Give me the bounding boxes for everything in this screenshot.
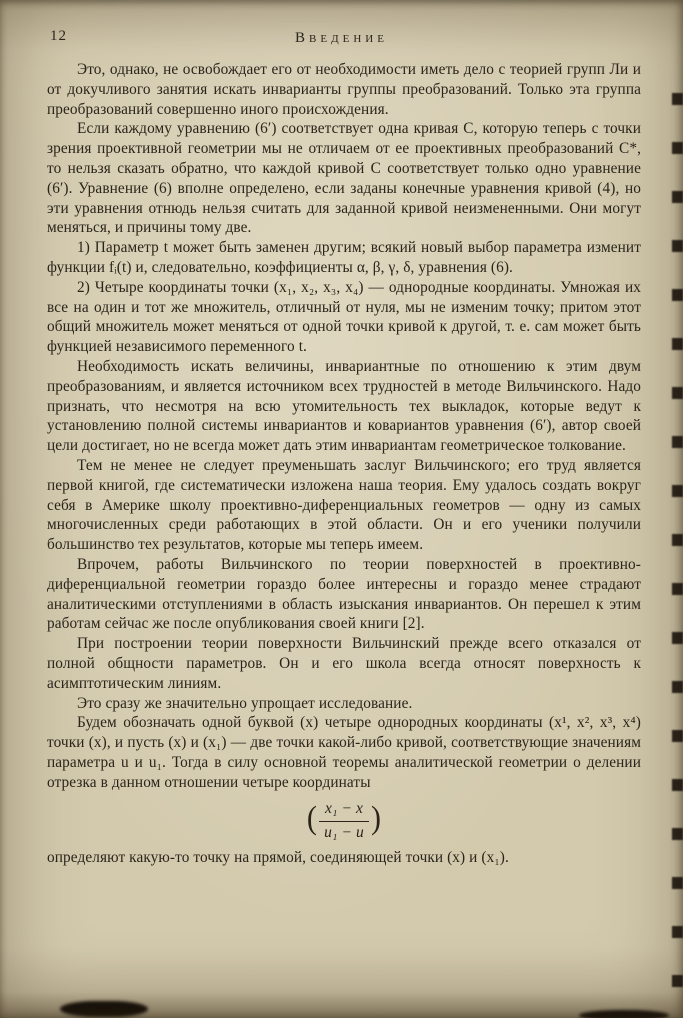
formula-numerator: x₁ − x [319, 799, 369, 821]
formula [47, 799, 641, 842]
formula-fraction [319, 799, 369, 842]
paragraph-10: Будем обозначать одной буквой (x) четыре однородных координаты (x¹, x², x³, x⁴) точки (x), и пусть (x) и (x₁) — две точки какой-либо кривой, соответствующие значениям параметра u и u₁. Тогда в силу основной теоремы аналитической геометрии о делении отрезка в данном отношении четыре координаты [47, 714, 641, 791]
page-body-text [0, 56, 683, 868]
ink-smudge-bottom-right [579, 1010, 669, 1018]
paragraph-3: 1) Параметр t может быть заменен другим; всякий новый выбор параметра изменит функции fᵢ(t) и, следовательно, коэффициенты α, β, γ, δ, уравнения (6). [47, 239, 641, 276]
paragraph-1: Это, однако, не освобождает его от необходимости иметь дело с теорией групп Ли и от докучливого занятия искать инварианты группы преобразований. Только эта группа преобразований совершенно иного происхождения. [47, 61, 641, 118]
running-title: Введение [295, 30, 388, 46]
page-edge-scan-marks [672, 58, 683, 1010]
paragraph-7: Впрочем, работы Вильчинского по теории поверхностей в проективно-диференциальной геометрии гораздо более интересны и гораздо менее страдают аналитическими отступлениями в область изыскания инвариантов. Он перешел к этим работам сейчас же после опубликования своей книги [2]. [47, 555, 641, 633]
page-header [0, 0, 683, 56]
paragraph-5: Необходимость искать величины, инвариантные по отношению к этим двум преобразованиям, и является источником всех трудностей в методе Вильчинского. Надо признать, что несмотря на всю утомительность тех выкладок, которые ведут к установлению полной системы инвариантов и ковариантов уравнения (6′), автор своей цели достигает, но не всегда может дать этим инвариантам геометрическое толкование. [47, 357, 641, 455]
formula-left-paren: ( [306, 800, 318, 837]
paragraph-6: Тем не менее не следует преуменьшать заслуг Вильчинского; его труд является первой книгой, где систематически изложена наша теория. Ему удалось создать вокруг себя в Америке школу проективно-диференциальных геометров — одну из самых многочисленных среди работающих в этой области. Он и его ученики получили большинство тех результатов, которые мы теперь имеем. [47, 456, 641, 554]
ink-smudge-bottom-left [60, 1001, 148, 1017]
formula-right-paren: ) [370, 800, 382, 837]
paragraph-11: определяют какую-то точку на прямой, соединяющей точки (x) и (x₁). [47, 848, 509, 866]
page-number: 12 [50, 28, 67, 44]
paragraph-2: Если каждому уравнению (6′) соответствует одна кривая C, которую теперь с точки зрения проективной геометрии мы не отличаем от ее проективных преобразований C*, то нельзя сказать обратно, что каждой кривой C соответствует только одно уравнение (6′). Уравнение (6) вполне определено, если заданы конечные уравнения кривой (4), но эти уравнения отнюдь нельзя считать для заданной кривой неизмененными. Они могут меняться, и причины тому две. [47, 120, 641, 237]
formula-denominator: u₁ − u [324, 823, 364, 841]
paragraph-9: Это сразу же значительно упрощает исследование. [77, 694, 413, 712]
paragraph-8: При построении теории поверхности Вильчинский прежде всего отказался от полной общности параметров. Он и его школа всегда относят поверхность к асимптотическим линиям. [47, 635, 641, 692]
paragraph-4: 2) Четыре координаты точки (x₁, x₂, x₃, x₄) — однородные координаты. Умножая их все на один и тот же множитель, отличный от нуля, мы не изменим точку; притом этот общий множитель может меняться от одной точки кривой к другой, т. е. сам может быть функцией независимого переменного t. [47, 278, 641, 356]
